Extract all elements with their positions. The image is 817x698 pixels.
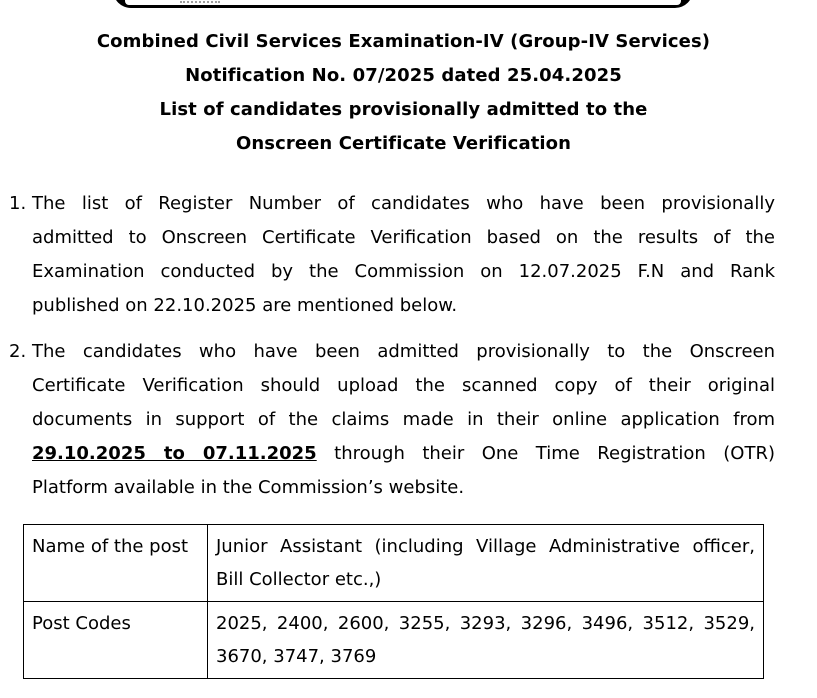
paragraph-line: admitted to Onscreen Certificate Verification based on the results of the (32, 227, 775, 248)
seal-icon (180, 0, 220, 3)
upload-date-range: 29.10.2025 to 07.11.2025 (32, 443, 317, 464)
paragraph-line: The candidates who have been admitted provisionally to the Onscreen (32, 341, 775, 362)
post-details-table (23, 524, 764, 679)
paragraph-line: Platform available in the Commission’s website. (32, 477, 465, 498)
post-name-line: Bill Collector etc.,) (216, 569, 382, 590)
paragraph-number: 2. (9, 341, 27, 362)
post-codes-line: 2025, 2400, 2600, 3255, 3293, 3296, 3496, 3512, 3529, (216, 613, 755, 634)
post-codes-line: 3670, 3747, 3769 (216, 646, 377, 667)
paragraph-number: 1. (9, 193, 27, 214)
table-row (24, 525, 764, 602)
paragraph-2 (9, 335, 775, 505)
paragraph-line: published on 22.10.2025 are mentioned below. (32, 295, 458, 316)
paragraph-line: The list of Register Number of candidates who have been provisionally (32, 193, 775, 214)
letterhead-frame (113, 0, 693, 8)
title-notification: Notification No. 07/2025 dated 25.04.2025 (185, 65, 622, 86)
paragraph-line: documents in support of the claims made in their online application from (32, 409, 775, 430)
paragraph-body (32, 335, 775, 505)
paragraph-line: Examination conducted by the Commission on 12.07.2025 F.N and Rank (32, 261, 775, 282)
paragraph-line-rest: through their One Time Registration (OTR) (316, 443, 775, 464)
paragraph-line: Certificate Verification should upload the scanned copy of their original (32, 375, 775, 396)
table-row (24, 602, 764, 679)
post-codes-value (208, 602, 764, 679)
paragraph-body (32, 187, 775, 323)
paragraph-1 (9, 187, 775, 323)
post-codes-label: Post Codes (24, 602, 208, 679)
letterhead-inner (125, 0, 681, 5)
post-name-label: Name of the post (24, 525, 208, 602)
post-name-value (208, 525, 764, 602)
title-exam: Combined Civil Services Examination-IV (Group-IV Services) (96, 31, 711, 52)
post-name-line: Junior Assistant (including Village Administrative officer, (216, 536, 755, 557)
paragraph-line-with-dates (32, 437, 775, 471)
title-verification: Onscreen Certificate Verification (235, 133, 572, 154)
title-list: List of candidates provisionally admitted to the (159, 99, 648, 120)
